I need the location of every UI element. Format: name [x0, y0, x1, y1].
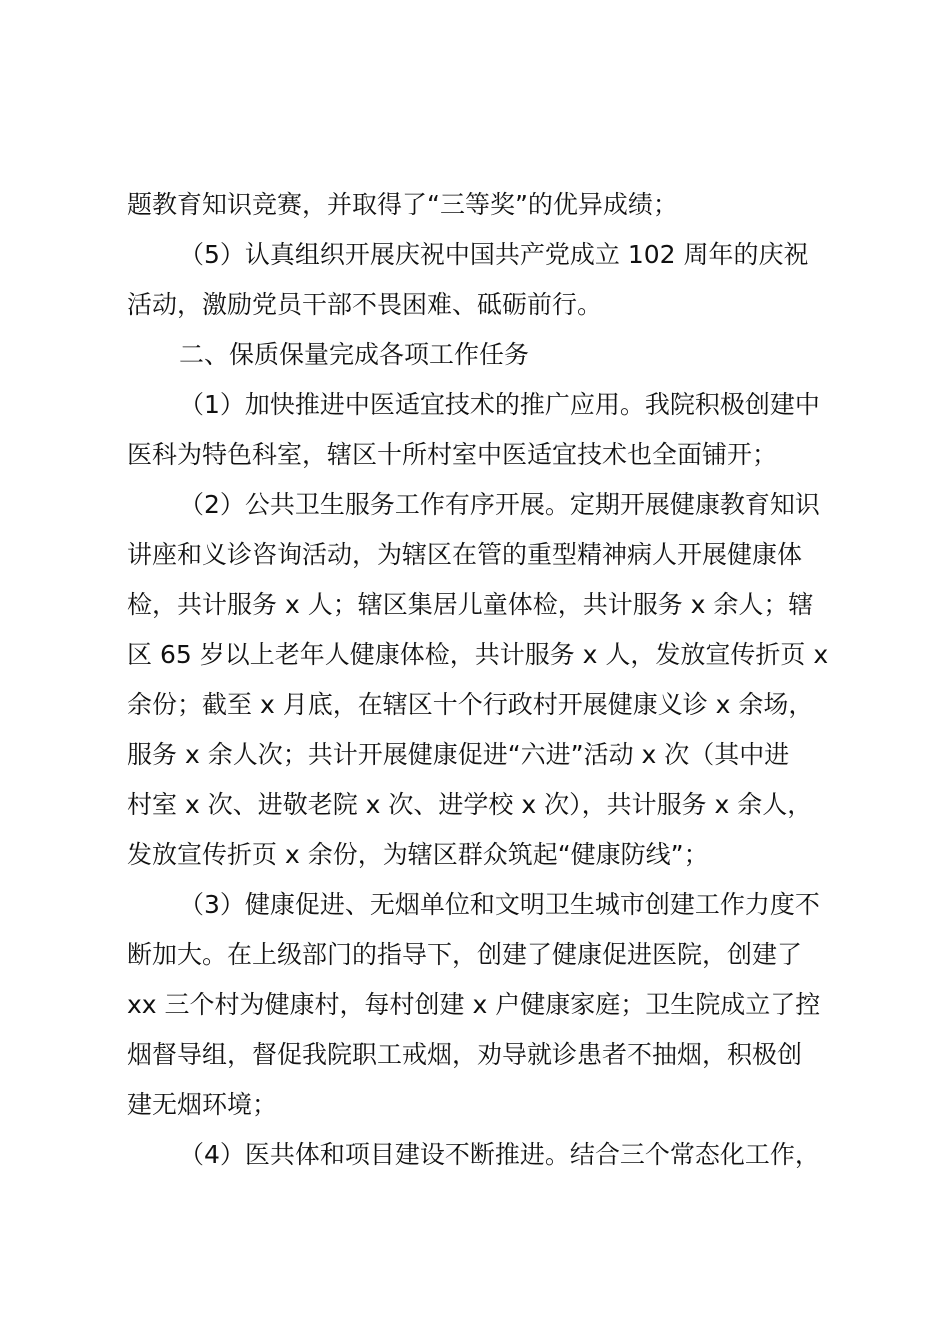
text-line-20: （4）医共体和项目建设不断推进。结合三个常态化工作，: [179, 1140, 820, 1169]
text-line-1: 题教育知识竞赛，并取得了“三等奖”的优异成绩；: [127, 190, 678, 219]
text-line-8: 讲座和义诊咨询活动，为辖区在管的重型精神病人开展健康体: [127, 540, 803, 569]
text-line-3: 活动，激励党员干部不畏困难、砥砺前行。: [127, 290, 603, 319]
text-line-15: （3）健康促进、无烟单位和文明卫生城市创建工作力度不: [179, 890, 820, 919]
text-line-6: 医科为特色科室，辖区十所村室中医适宜技术也全面铺开；: [127, 440, 778, 469]
text-line-5: （1）加快推进中医适宜技术的推广应用。我院积极创建中: [179, 390, 820, 419]
text-line-19: 建无烟环境；: [127, 1090, 278, 1119]
text-line-17: xx 三个村为健康村，每村创建 x 户健康家庭；卫生院成立了控: [127, 990, 821, 1019]
text-line-18: 烟督导组，督促我院职工戒烟，劝导就诊患者不抽烟，积极创: [127, 1040, 803, 1069]
text-line-2: （5）认真组织开展庆祝中国共产党成立 102 周年的庆祝: [179, 240, 809, 269]
text-line-7: （2）公共卫生服务工作有序开展。定期开展健康教育知识: [179, 490, 820, 519]
text-line-16: 断加大。在上级部门的指导下，创建了健康促进医院，创建了: [127, 940, 803, 969]
text-line-11: 余份；截至 x 月底，在辖区十个行政村开展健康义诊 x 余场，: [127, 690, 814, 719]
text-line-9: 检，共计服务 x 人；辖区集居儿童体检，共计服务 x 余人；辖: [127, 590, 814, 619]
section-heading: 二、保质保量完成各项工作任务: [179, 340, 530, 369]
text-line-14: 发放宣传折页 x 余份，为辖区群众筑起“健康防线”；: [127, 840, 709, 869]
text-line-10: 区 65 岁以上老年人健康体检，共计服务 x 人，发放宣传折页 x: [127, 640, 829, 669]
text-line-13: 村室 x 次、进敬老院 x 次、进学校 x 次），共计服务 x 余人，: [127, 790, 813, 819]
text-line-12: 服务 x 余人次；共计开展健康促进“六进”活动 x 次（其中进: [127, 740, 790, 769]
